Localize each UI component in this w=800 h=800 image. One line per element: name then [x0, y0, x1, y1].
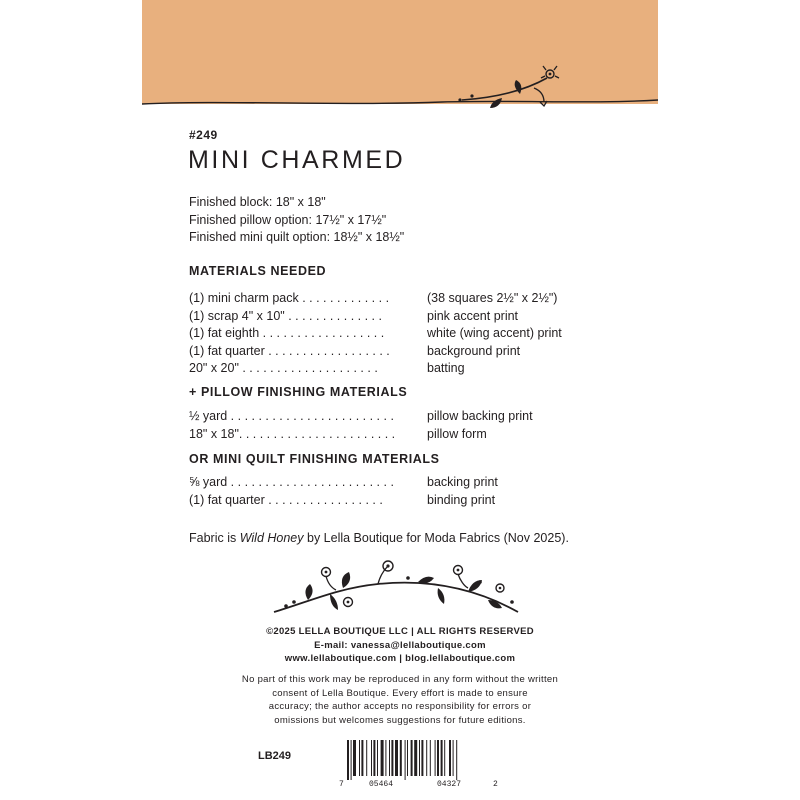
copyright: ©2025 LELLA BOUTIQUE LLC | ALL RIGHTS RESERVED [266, 626, 534, 637]
barcode-bar [449, 740, 451, 776]
disclaimer-line: omissions but welcomes suggestions for future editions. [274, 714, 526, 726]
barcode-bar [419, 740, 420, 776]
barcode-bar [351, 740, 352, 780]
pillow-heading: + PILLOW FINISHING MATERIALS [189, 385, 408, 399]
barcode-bar [441, 740, 443, 776]
list-item [189, 426, 609, 444]
item-label: (1) fat quarter . . . . . . . . . . . . . . . . . [189, 492, 383, 507]
item-label: ½ yard . . . . . . . . . . . . . . . . . . . . . . . . [189, 409, 394, 423]
fabric-name: Wild Honey [239, 531, 304, 545]
finished-mini-quilt: Finished mini quilt option: 18½" x 18½" [189, 230, 405, 244]
barcode-bar [426, 740, 427, 776]
list-item [189, 408, 609, 426]
item-desc: pink accent print [427, 308, 519, 323]
barcode-digit-first: 7 [339, 780, 344, 788]
materials-list [189, 290, 609, 378]
item-desc: background print [427, 343, 521, 358]
item-label: (1) mini charm pack . . . . . . . . . . . . . [189, 291, 390, 305]
web-links: www.lellaboutique.com | blog.lellaboutique.com [284, 653, 516, 664]
footer-disclaimer [142, 673, 658, 727]
item-label: (1) scrap 4" x 10" . . . . . . . . . . . . . . [189, 308, 382, 323]
list-item [189, 325, 609, 343]
list-item [189, 492, 609, 510]
barcode-bar [385, 740, 386, 776]
barcode-bar [373, 740, 375, 776]
barcode-bar [400, 740, 402, 776]
barcode-bar [421, 740, 423, 776]
barcode-bar [353, 740, 356, 776]
finished-pillow: Finished pillow option: 17½" x 17½" [189, 212, 387, 227]
item-desc: (38 squares 2½" x 2½") [427, 291, 558, 305]
barcode-bar [407, 740, 408, 776]
barcode-bar [359, 740, 360, 776]
item-label: (1) fat eighth . . . . . . . . . . . . . . . . . . [189, 326, 385, 340]
barcode-bar [405, 740, 406, 780]
disclaimer-line: consent of Lella Boutique. Every effort is made to ensure [272, 687, 528, 699]
disclaimer-line: accuracy; the author accepts no responsibility for errors or [268, 701, 532, 712]
sku-label: LB249 [258, 750, 292, 762]
page-title: MINI CHARMED [188, 146, 406, 174]
barcode-bar [453, 740, 454, 776]
barcode-bar [366, 740, 367, 776]
item-label: ⅝ yard . . . . . . . . . . . . . . . . . . . . . . . . [189, 475, 394, 489]
barcode-digits-right: 04327 [437, 780, 462, 788]
barcode-bar [377, 740, 378, 776]
list-item [189, 308, 609, 326]
pillow-list [189, 408, 609, 443]
barcode-bar [395, 740, 398, 776]
item-label: (1) fat quarter . . . . . . . . . . . . . . . . . . [189, 343, 390, 358]
pattern-number: #249 [189, 128, 218, 142]
finished-sizes [189, 194, 404, 247]
item-label: 20" x 20" . . . . . . . . . . . . . . . . . . . . [189, 361, 378, 375]
barcode-bar [437, 740, 439, 776]
barcode-icon [337, 738, 502, 788]
email-text: E-mail: vanessa@lellaboutique.com [314, 639, 486, 651]
item-desc: batting [427, 361, 465, 375]
list-item [189, 343, 609, 361]
item-desc: white (wing accent) print [427, 326, 562, 340]
barcode-bar [435, 740, 436, 776]
finished-block: Finished block: 18" x 18" [189, 195, 326, 209]
barcode-digits-left: 05464 [369, 780, 394, 788]
barcode-bar [456, 740, 457, 780]
fabric-credit [189, 531, 569, 545]
pattern-back-cover [142, 0, 658, 800]
header-vine-icon [142, 60, 658, 120]
barcode-bar [391, 740, 393, 776]
list-item [189, 290, 609, 308]
list-item [189, 474, 609, 492]
item-label: 18" x 18". . . . . . . . . . . . . . . . . . . . . . . [189, 426, 396, 441]
quilt-list [189, 474, 609, 509]
item-desc: backing print [427, 475, 498, 489]
fabric-suffix: by Lella Boutique for Moda Fabrics (Nov 2025). [303, 531, 569, 545]
item-desc: pillow form [427, 426, 487, 441]
barcode-bar [381, 740, 384, 776]
barcode-bar [411, 740, 413, 776]
barcode-bar [371, 740, 372, 776]
materials-heading: MATERIALS NEEDED [189, 264, 327, 278]
barcode-bar [389, 740, 390, 776]
barcode-bar [444, 740, 445, 776]
barcode-bar [414, 740, 417, 776]
barcode-digit-last: 2 [493, 780, 498, 788]
item-desc: pillow backing print [427, 409, 533, 423]
disclaimer-line: No part of this work may be reproduced in any form without the written [241, 674, 559, 685]
barcode-bar [361, 740, 363, 776]
barcode-bar [430, 740, 431, 776]
item-desc: binding print [427, 492, 496, 507]
fabric-prefix: Fabric is [189, 531, 240, 545]
list-item [189, 360, 609, 378]
footer-contact [142, 625, 658, 666]
quilt-heading: OR MINI QUILT FINISHING MATERIALS [189, 452, 440, 466]
barcode-bar [347, 740, 349, 780]
floral-vine-icon [268, 558, 524, 620]
